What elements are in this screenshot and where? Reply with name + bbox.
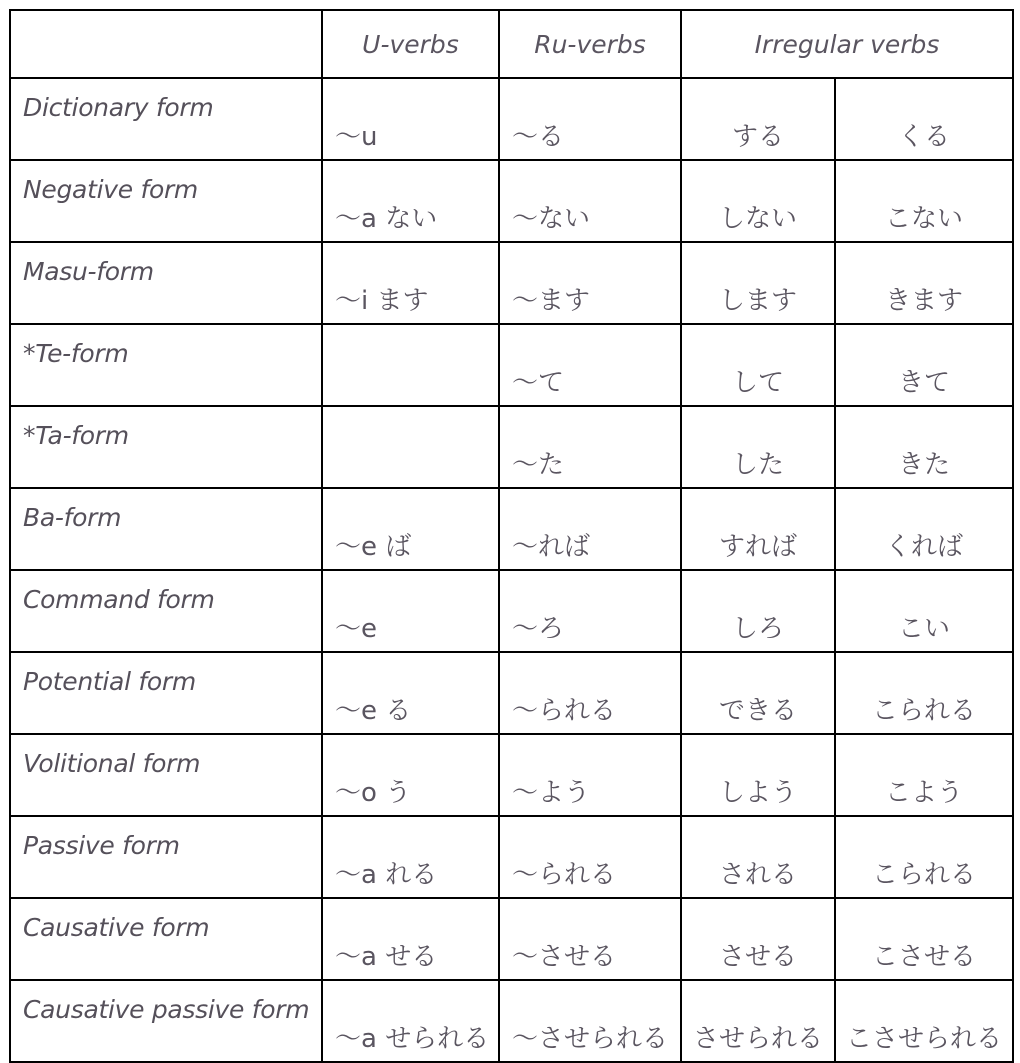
suru-cell: して — [681, 324, 835, 406]
suru-cell: します — [681, 242, 835, 324]
row-label: Causative form — [10, 898, 322, 980]
header-ru-verbs: Ru-verbs — [499, 10, 681, 78]
header-row — [10, 10, 1013, 78]
suru-cell: しない — [681, 160, 835, 242]
kuru-cell: きます — [835, 242, 1013, 324]
ru-verb-cell: 〜る — [499, 78, 681, 160]
suru-cell: すれば — [681, 488, 835, 570]
ru-verb-cell: 〜られる — [499, 652, 681, 734]
kuru-cell: こよう — [835, 734, 1013, 816]
header-irregular-verbs: Irregular verbs — [681, 10, 1013, 78]
suru-cell: できる — [681, 652, 835, 734]
kuru-cell: こない — [835, 160, 1013, 242]
row-label: Negative form — [10, 160, 322, 242]
table-row — [10, 324, 1013, 406]
suru-cell: させる — [681, 898, 835, 980]
u-verb-cell — [322, 406, 499, 488]
row-label: Ba-form — [10, 488, 322, 570]
table-row — [10, 652, 1013, 734]
kuru-cell: くる — [835, 78, 1013, 160]
ru-verb-cell: 〜られる — [499, 816, 681, 898]
ru-verb-cell: 〜れば — [499, 488, 681, 570]
u-verb-cell: 〜u — [322, 78, 499, 160]
u-verb-cell: 〜a れる — [322, 816, 499, 898]
row-label: Command form — [10, 570, 322, 652]
suru-cell: される — [681, 816, 835, 898]
row-label: Masu-form — [10, 242, 322, 324]
row-label: Causative passive form — [10, 980, 322, 1062]
ru-verb-cell: 〜ない — [499, 160, 681, 242]
table-row — [10, 898, 1013, 980]
table-row — [10, 78, 1013, 160]
u-verb-cell: 〜a せる — [322, 898, 499, 980]
row-label: *Te-form — [10, 324, 322, 406]
ru-verb-cell: 〜た — [499, 406, 681, 488]
ru-verb-cell: 〜ろ — [499, 570, 681, 652]
u-verb-cell: 〜e — [322, 570, 499, 652]
row-label: *Ta-form — [10, 406, 322, 488]
u-verb-cell: 〜i ます — [322, 242, 499, 324]
table-row — [10, 406, 1013, 488]
ru-verb-cell: 〜よう — [499, 734, 681, 816]
kuru-cell: くれば — [835, 488, 1013, 570]
suru-cell: する — [681, 78, 835, 160]
kuru-cell: こられる — [835, 652, 1013, 734]
suru-cell: させられる — [681, 980, 835, 1062]
kuru-cell: こさせられる — [835, 980, 1013, 1062]
table-row — [10, 734, 1013, 816]
ru-verb-cell: 〜させる — [499, 898, 681, 980]
kuru-cell: きて — [835, 324, 1013, 406]
kuru-cell: こられる — [835, 816, 1013, 898]
table-row — [10, 242, 1013, 324]
verb-conjugation-table — [9, 9, 1014, 1063]
u-verb-cell: 〜e る — [322, 652, 499, 734]
suru-cell: しろ — [681, 570, 835, 652]
kuru-cell: こさせる — [835, 898, 1013, 980]
kuru-cell: きた — [835, 406, 1013, 488]
ru-verb-cell: 〜て — [499, 324, 681, 406]
table-row — [10, 160, 1013, 242]
row-label: Potential form — [10, 652, 322, 734]
corner-cell — [10, 10, 322, 78]
u-verb-cell: 〜o う — [322, 734, 499, 816]
table-row — [10, 488, 1013, 570]
row-label: Volitional form — [10, 734, 322, 816]
u-verb-cell — [322, 324, 499, 406]
kuru-cell: こい — [835, 570, 1013, 652]
ru-verb-cell: 〜ます — [499, 242, 681, 324]
header-u-verbs: U-verbs — [322, 10, 499, 78]
row-label: Dictionary form — [10, 78, 322, 160]
suru-cell: しよう — [681, 734, 835, 816]
row-label: Passive form — [10, 816, 322, 898]
table-row — [10, 570, 1013, 652]
u-verb-cell: 〜a せられる — [322, 980, 499, 1062]
table-row — [10, 816, 1013, 898]
suru-cell: した — [681, 406, 835, 488]
u-verb-cell: 〜a ない — [322, 160, 499, 242]
table-row — [10, 980, 1013, 1062]
u-verb-cell: 〜e ば — [322, 488, 499, 570]
ru-verb-cell: 〜させられる — [499, 980, 681, 1062]
